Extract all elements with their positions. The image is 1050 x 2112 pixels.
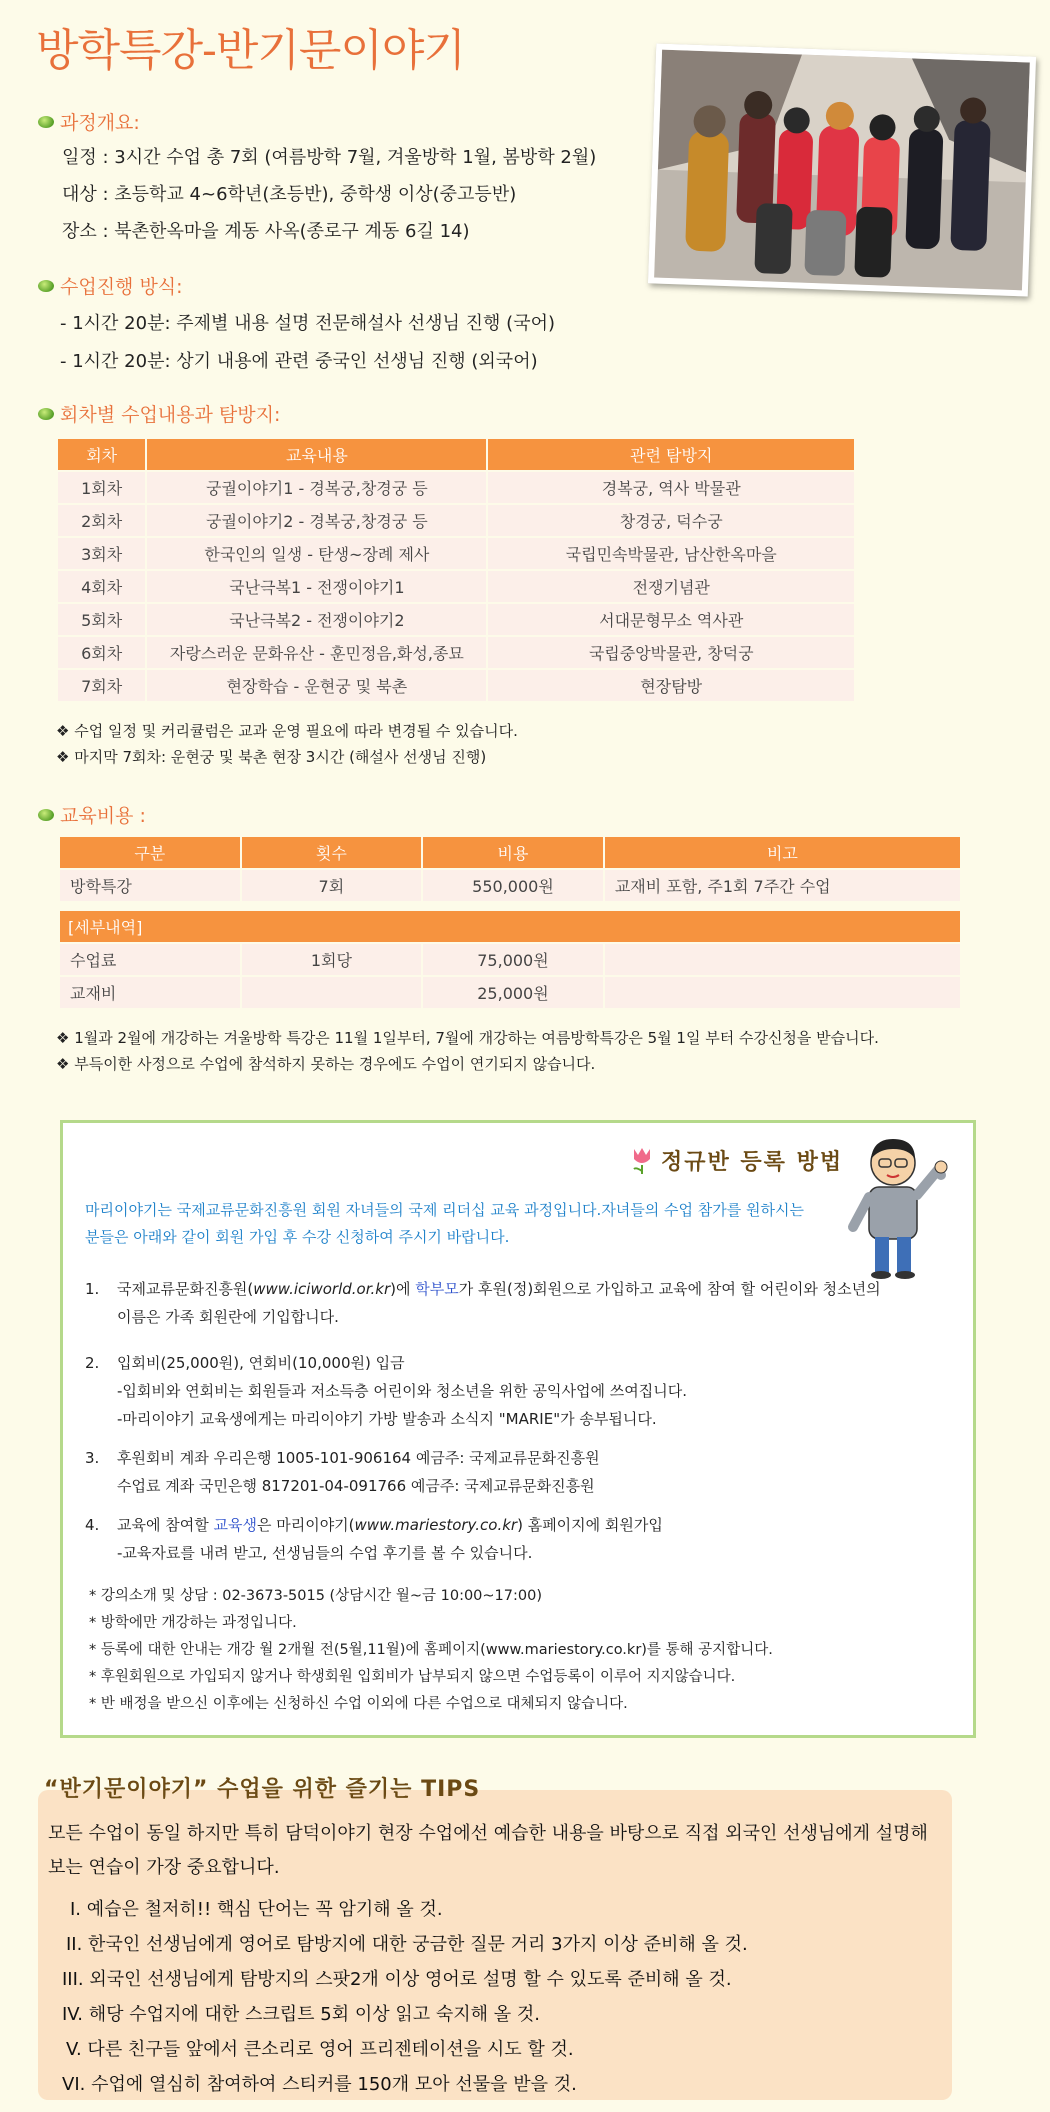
table-row (58, 571, 854, 602)
table-cell (605, 944, 960, 975)
table-cell: 7회차 (58, 670, 145, 701)
item-text: 입회비(25,000원), 연회비(10,000원) 입금 (117, 1354, 405, 1372)
overview-line: 일정 : 3시간 수업 총 7회 (여름방학 7월, 겨울방학 1월, 봄방학 2월) (62, 147, 597, 168)
table-row (58, 637, 854, 668)
table-header-row (58, 439, 854, 470)
table-row (58, 538, 854, 569)
table-cell: 국난극복2 - 전쟁이야기2 (147, 604, 486, 635)
item-text: 은 마리이야기( (256, 1516, 355, 1534)
tip-item: I. 예습은 철저히!! 핵심 단어는 꼭 암기해 올 것. (70, 1899, 443, 1920)
method-heading (38, 272, 183, 299)
table-header: 관련 탐방지 (488, 439, 854, 470)
sessions-heading-text: 회차별 수업내용과 탐방지: (60, 404, 281, 426)
tip-item: IV. 해당 수업지에 대한 스크립트 5회 이상 읽고 숙지해 올 것. (62, 2004, 540, 2025)
tips-intro: 모든 수업이 동일 하지만 특히 담덕이야기 현장 수업에선 예습한 내용을 바탕으로 직접 외국인 선생님에게 설명해 보는 연습이 가장 중요합니다. (48, 1823, 928, 1878)
registration-note: * 등록에 대한 안내는 개강 월 2개월 전(5월,11월)에 홈페이지(www.mariestory.co.kr)를 통해 공지합니다. (89, 1642, 773, 1658)
table-cell: 국립민속박물관, 남산한옥마을 (488, 538, 854, 569)
table-cell: 7회 (242, 870, 422, 901)
table-cell: 국립중앙박물관, 창덕궁 (488, 637, 854, 668)
item-number: 2. (85, 1354, 100, 1372)
item-text: 국제교류문화진흥원( (117, 1280, 254, 1298)
table-cell: 3회차 (58, 538, 145, 569)
table-row (58, 505, 854, 536)
table-header: 비용 (423, 837, 603, 868)
registration-note: * 강의소개 및 상담 : 02-3673-5015 (상담시간 월~금 10:00~17:00) (89, 1588, 543, 1604)
table-cell: 궁궐이야기1 - 경복궁,창경궁 등 (147, 472, 486, 503)
cost-note: ❖ 부득이한 사정으로 수업에 참석하지 못하는 경우에도 수업이 연기되지 않습니다. (56, 1055, 596, 1073)
item-text: 가 후원(정)회원으로 가입하고 교육에 참여 할 어린이와 청소년의 (458, 1280, 881, 1298)
table-cell: 2회차 (58, 505, 145, 536)
tips-title: “반기문이야기” 수업을 위한 즐기는 TIPS (44, 1777, 481, 1802)
item-number: 1. (85, 1280, 100, 1298)
item-text: 이름은 가족 회원란에 기입합니다. (117, 1308, 339, 1326)
table-cell: 5회차 (58, 604, 145, 635)
table-cell: 현장탐방 (488, 670, 854, 701)
table-cell: 교재비 포함, 주1회 7주간 수업 (605, 870, 960, 901)
sessions-note: ❖ 수업 일정 및 커리큘럼은 교과 운영 필요에 따라 변경될 수 있습니다. (56, 722, 518, 740)
table-cell: 창경궁, 덕수궁 (488, 505, 854, 536)
detail-label: [세부내역] (60, 911, 960, 942)
table-header: 횟수 (242, 837, 422, 868)
group-photo (648, 43, 1036, 296)
table-cell: 1회차 (58, 472, 145, 503)
iciworld-link[interactable]: www.iciworld.or.kr (253, 1280, 391, 1298)
registration-item-3 (85, 1444, 600, 1500)
item-text: 후원회비 계좌 우리은행 1005-101-906164 예금주: 국제교류문화진흥원 (117, 1449, 600, 1467)
mariestory-link[interactable]: www.mariestory.co.kr (354, 1516, 518, 1534)
bullet-dot-icon (38, 809, 54, 821)
table-cell: 궁궐이야기2 - 경복궁,창경궁 등 (147, 505, 486, 536)
table-row (58, 472, 854, 503)
item-text: -교육자료를 내려 받고, 선생님들의 수업 후기를 볼 수 있습니다. (117, 1544, 533, 1562)
method-line: - 1시간 20분: 상기 내용에 관련 중국인 선생님 진행 (외국어) (60, 351, 538, 372)
item-text: 교육에 참여할 (117, 1516, 214, 1534)
table-cell: 6회차 (58, 637, 145, 668)
sessions-table (56, 437, 856, 703)
table-cell: 550,000원 (423, 870, 603, 901)
detail-label-row (60, 911, 960, 942)
overview-heading (38, 108, 140, 135)
item-text: ) 홈페이지에 회원가입 (517, 1516, 663, 1534)
table-cell: 전쟁기념관 (488, 571, 854, 602)
table-row (60, 944, 960, 975)
bullet-dot-icon (38, 116, 54, 128)
table-cell (605, 977, 960, 1008)
overview-line: 장소 : 북촌한옥마을 계동 사옥(종로구 계동 6길 14) (62, 221, 470, 242)
table-cell: 수업료 (60, 944, 240, 975)
table-cell: 현장학습 - 운현궁 및 북촌 (147, 670, 486, 701)
table-cell (242, 977, 422, 1008)
cost-heading (38, 801, 146, 828)
item-text: )에 (390, 1280, 416, 1298)
overview-heading-text: 과정개요: (60, 112, 140, 134)
registration-item-4 (85, 1511, 663, 1567)
bullet-dot-icon (38, 408, 54, 420)
registration-item-1 (85, 1275, 881, 1331)
table-row (58, 604, 854, 635)
table-cell: 1회당 (242, 944, 422, 975)
table-cell: 25,000원 (423, 977, 603, 1008)
registration-title: 정규반 등록 방법 (661, 1150, 844, 1175)
tip-item: II. 한국인 선생님에게 영어로 탐방지에 대한 궁금한 질문 거리 3가지 이상 준비해 올 것. (66, 1934, 748, 1955)
student-highlight: 교육생 (213, 1516, 257, 1534)
cost-note: ❖ 1월과 2월에 개강하는 겨울방학 특강은 11월 1일부터, 7월에 개강하는 여름방학특강은 5월 1일 부터 수강신청을 받습니다. (56, 1029, 879, 1047)
registration-note: * 방학에만 개강하는 과정입니다. (89, 1615, 297, 1631)
table-cell: 경복궁, 역사 박물관 (488, 472, 854, 503)
registration-item-2 (85, 1349, 687, 1433)
sessions-heading (38, 400, 280, 427)
group-photo-image (654, 50, 1030, 291)
table-cell: 방학특강 (60, 870, 240, 901)
method-heading-text: 수업진행 방식: (60, 276, 183, 298)
table-cell: 국난극복1 - 전쟁이야기1 (147, 571, 486, 602)
cost-table (58, 835, 962, 1010)
table-row (60, 870, 960, 901)
cost-heading-text: 교육비용 : (60, 805, 146, 827)
item-text: -마리이야기 교육생에게는 마리이야기 가방 발송과 소식지 "MARIE"가 송부됩니다. (117, 1410, 657, 1428)
tulip-icon (629, 1145, 655, 1175)
table-spacer (60, 903, 960, 909)
parent-highlight: 학부모 (415, 1280, 459, 1298)
table-header-row (60, 837, 960, 868)
tip-item: VI. 수업에 열심히 참여하여 스티커를 150개 모아 선물을 받을 것. (62, 2074, 577, 2095)
overview-line: 대상 : 초등학교 4~6학년(초등반), 중학생 이상(중고등반) (62, 184, 517, 205)
table-cell: 75,000원 (423, 944, 603, 975)
table-cell: 자랑스러운 문화유산 - 훈민정음,화성,종묘 (147, 637, 486, 668)
item-text: 수업료 계좌 국민은행 817201-04-091766 예금주: 국제교류문화진흥원 (117, 1477, 595, 1495)
page-title: 방학특강-반기문이야기 (36, 25, 465, 76)
item-number: 3. (85, 1449, 100, 1467)
table-header: 비고 (605, 837, 960, 868)
registration-intro: 마리이야기는 국제교류문화진흥원 회원 자녀들의 국제 리더십 교육 과정입니다.자녀들의 수업 참가를 원하시는 분들은 아래와 같이 회원 가입 후 수강 신청하여 주시기 바랍니다. (85, 1201, 804, 1246)
item-number: 4. (85, 1516, 100, 1534)
table-header: 교육내용 (147, 439, 486, 470)
table-cell: 한국인의 일생 - 탄생~장례 제사 (147, 538, 486, 569)
sessions-note: ❖ 마지막 7회차: 운현궁 및 북촌 현장 3시간 (해설사 선생님 진행) (56, 748, 487, 766)
table-cell: 서대문형무소 역사관 (488, 604, 854, 635)
teacher-illustration-icon (833, 1131, 953, 1281)
item-text: -입회비와 연회비는 회원들과 저소득층 어린이와 청소년을 위한 공익사업에 쓰여집니다. (117, 1382, 687, 1400)
registration-box (60, 1120, 976, 1738)
table-row (60, 977, 960, 1008)
table-header: 구분 (60, 837, 240, 868)
table-cell: 교재비 (60, 977, 240, 1008)
tip-item: III. 외국인 선생님에게 탐방지의 스팟2개 이상 영어로 설명 할 수 있도록 준비해 올 것. (62, 1969, 732, 1990)
registration-note: * 반 배정을 받으신 이후에는 신청하신 수업 이외에 다른 수업으로 대체되지 않습니다. (89, 1696, 628, 1712)
method-line: - 1시간 20분: 주제별 내용 설명 전문해설사 선생님 진행 (국어) (60, 313, 555, 334)
table-row (58, 670, 854, 701)
tip-item: V. 다른 친구들 앞에서 큰소리로 영어 프리젠테이션을 시도 할 것. (66, 2039, 574, 2060)
registration-note: * 후원회원으로 가입되지 않거나 학생회원 입회비가 납부되지 않으면 수업등록이 이루어 지지않습니다. (89, 1669, 736, 1685)
table-cell: 4회차 (58, 571, 145, 602)
bullet-dot-icon (38, 280, 54, 292)
table-header: 회차 (58, 439, 145, 470)
